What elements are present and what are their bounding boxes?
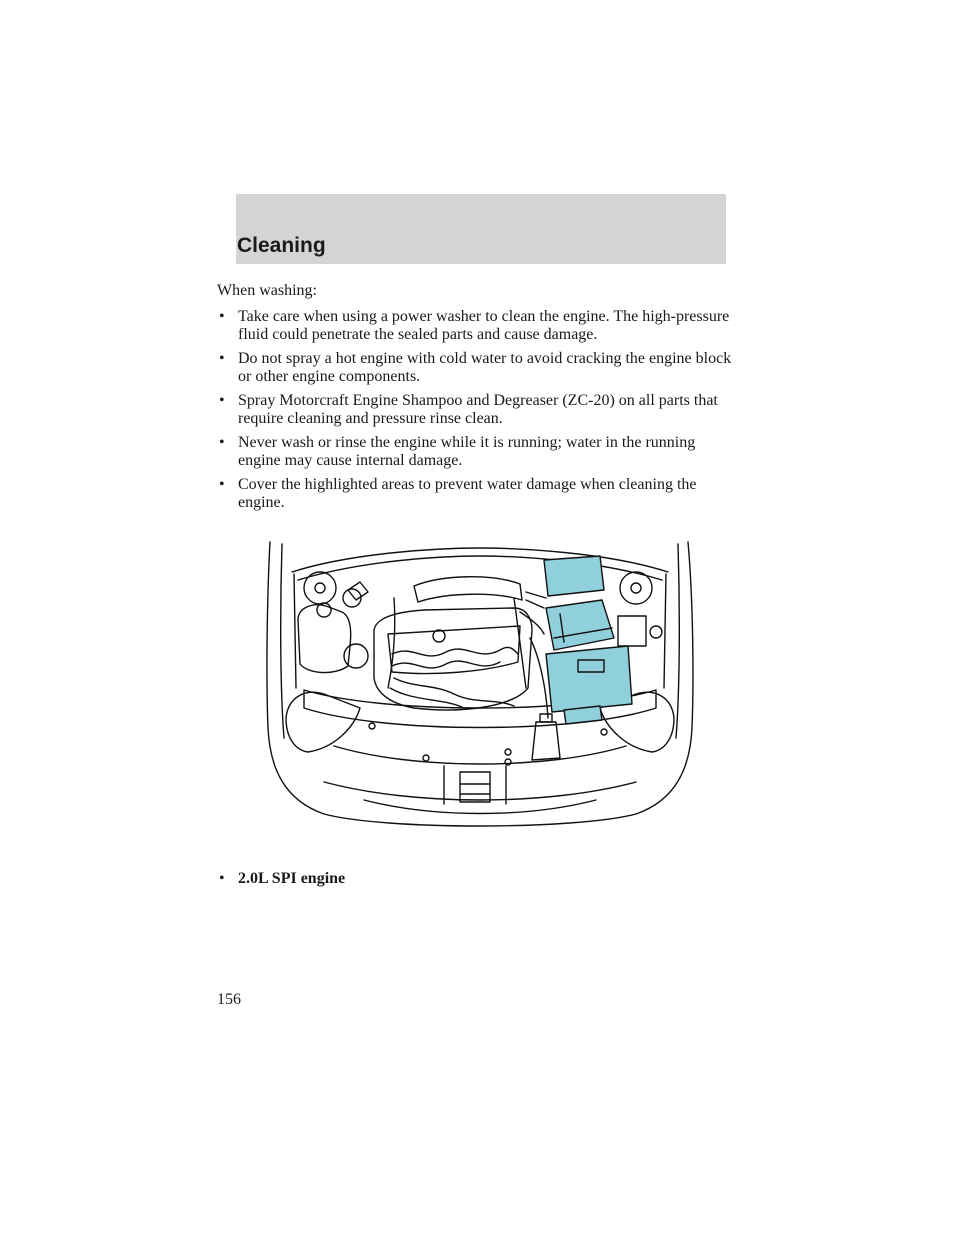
list-item-text: Never wash or rinse the engine while it is running; water in the running engine may cause internal damage. [238,434,696,469]
bullet-icon: • [219,350,225,367]
main-content [217,282,737,518]
figure-caption [217,870,345,888]
highlighted-ecu-module [546,646,632,712]
bullet-icon: • [219,870,225,887]
page-number: 156 [217,991,241,1008]
coolant-reservoir [298,605,351,673]
left-headlight [286,692,360,752]
section-title: Cleaning [237,234,326,257]
hood-latch [460,772,490,802]
intro-text: When washing: [217,282,317,299]
bullet-icon: • [219,476,225,493]
intake-hose [414,577,522,602]
list-item-text: Do not spray a hot engine with cold water to avoid cracking the engine block or other engine components. [238,350,732,385]
list-item-text: Take care when using a power washer to clean the engine. The high-pressure fluid could penetrate the sealed parts and cause damage. [238,308,730,343]
right-strut-tower [620,572,652,604]
engine-block [374,608,532,710]
highlighted-air-filter-box [546,600,614,650]
lower-grille [334,746,626,764]
washer-fluid-bottle [532,722,560,760]
bullet-icon: • [219,434,225,451]
washing-instructions-list [217,308,737,512]
right-fender-line [676,544,679,738]
list-item-text: Cover the highlighted areas to prevent water damage when cleaning the engine. [238,476,697,511]
fuse-box [618,616,646,646]
list-item [217,392,737,428]
list-item [217,308,737,344]
bullet-icon: • [219,308,225,325]
left-fender-line [281,544,284,738]
list-item-text: Spray Motorcraft Engine Shampoo and Degreaser (ZC-20) on all parts that require cleaning and pressure rinse clean. [238,392,718,427]
bullet-icon: • [219,392,225,409]
bumper-line [324,782,636,800]
engine-compartment-illustration [264,538,696,830]
left-strut-tower [304,572,336,604]
highlighted-air-intake [544,556,604,596]
list-item [217,476,737,512]
list-item [217,350,737,386]
highlighted-connector [564,706,602,724]
ignition-wires [394,678,514,706]
list-item [217,434,737,470]
caption-text: 2.0L SPI engine [238,870,346,887]
